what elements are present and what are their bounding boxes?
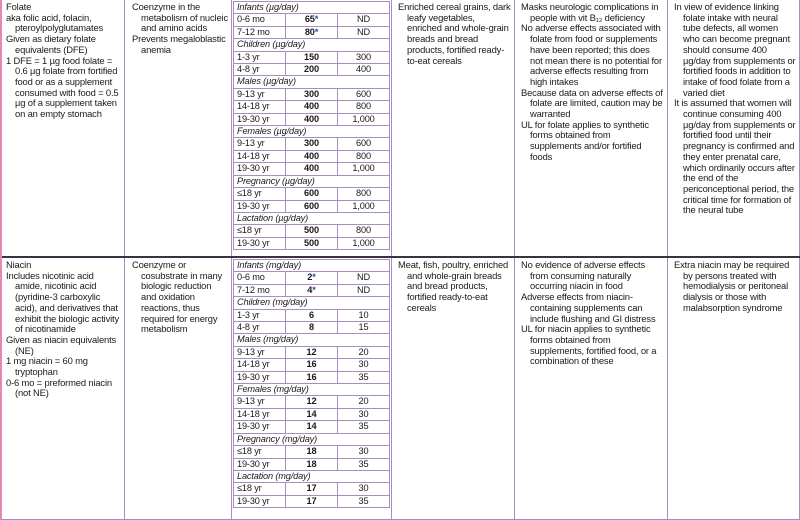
dri-age-cell: 7-12 mo (234, 26, 286, 38)
nutrient-name: Folate (6, 1, 32, 12)
dri-data-row (234, 359, 390, 371)
name_col-paragraph: 1 DFE = 1 µg food folate = 0.6 µg folate from fortified food or as a supplement consumed with food = 0.5 µg of a supplement taken on an empty stomach (6, 54, 119, 120)
dri-rda-cell: 14 (286, 408, 338, 420)
dri-ul-cell: 800 (338, 225, 390, 237)
dri-rda-cell: 12 (286, 396, 338, 408)
dri-age-cell: 9-13 yr (234, 138, 286, 150)
dri-data-row (234, 237, 390, 249)
dri-age-cell: 19-30 yr (234, 458, 286, 470)
dri-group-row (234, 297, 390, 309)
dri-ul-cell: 1,000 (338, 113, 390, 125)
dri-age-cell: ≤18 yr (234, 188, 286, 200)
dri-ul-cell: 1,000 (338, 237, 390, 249)
function_col-paragraph: Coenzyme in the metabolism of nucleic and amino acids (132, 1, 228, 34)
dri-rda-cell: 65* (286, 14, 338, 26)
dri-rda-cell: 6 (286, 309, 338, 321)
dri-group-row (234, 433, 390, 445)
dri-ul-cell: 800 (338, 101, 390, 113)
dri-ul-cell: ND (338, 272, 390, 284)
dri-rda-cell: 600 (286, 200, 338, 212)
name_col-paragraph: aka folic acid, folacin, pteroylpolyglutamates (6, 11, 104, 34)
dri-age-cell: 0-6 mo (234, 14, 286, 26)
function_col-paragraph: Coenzyme or cosubstrate in many biologic reduction and oxidation reactions, thus required for energy metabolism (132, 259, 223, 335)
ai-asterisk: * (312, 272, 316, 283)
dri-ul-cell: 15 (338, 322, 390, 334)
dri-data-row (234, 88, 390, 100)
ai-asterisk: * (314, 14, 319, 25)
dri-data-row (234, 396, 390, 408)
name_col-paragraph: Given as niacin equivalents (NE) (6, 333, 117, 356)
name-column (2, 0, 125, 256)
dri-data-row (234, 458, 390, 470)
ai-asterisk: * (312, 284, 316, 295)
dri-data-row (234, 26, 390, 38)
dri-rda-cell: 17 (286, 483, 338, 495)
dri-group-header: Infants (µg/day) (234, 2, 390, 14)
dri-ul-cell: ND (338, 284, 390, 296)
dri-ul-cell: 30 (338, 359, 390, 371)
dri-age-cell: 14-18 yr (234, 408, 286, 420)
function_col-paragraph: Prevents megaloblastic anemia (132, 33, 226, 55)
name_col-paragraph: Given as dietary folate equivalents (DFE) (6, 33, 96, 55)
dri-ul-cell: 1,000 (338, 163, 390, 175)
dri-data-row (234, 446, 390, 458)
dri-ul-cell: ND (338, 14, 390, 26)
dri-rda-cell: 18 (286, 458, 338, 470)
dri-rda-cell: 150 (286, 51, 338, 63)
dri-data-row (234, 138, 390, 150)
dri-group-header: Males (µg/day) (234, 76, 390, 88)
dri-rda-cell: 400 (286, 113, 338, 125)
dri-rda-cell: 16 (286, 359, 338, 371)
dri-group-header: Infants (mg/day) (234, 260, 390, 272)
dri-data-row (234, 150, 390, 162)
name_col-paragraph: Includes nicotinic acid amide, nicotinic acid (pyridine-3 carboxylic acid), and derivatives that exhibit the biologic activity of nicotinamide (6, 269, 120, 335)
dri-data-row (234, 272, 390, 284)
dri-group-header: Children (mg/day) (234, 297, 390, 309)
adverse-effects-column (515, 258, 668, 519)
dri-group-header: Pregnancy (µg/day) (234, 175, 390, 187)
dri-group-row (234, 260, 390, 272)
adverse_col-paragraph: No evidence of adverse effects from consuming naturally occurring niacin in food (521, 259, 646, 292)
dri-rda-cell: 400 (286, 150, 338, 162)
dri-group-row (234, 212, 390, 224)
dri-age-cell: 14-18 yr (234, 150, 286, 162)
adverse-effects-column (515, 0, 668, 256)
dri-group-row (234, 76, 390, 88)
special_col-paragraph: It is assumed that women will continue consuming 400 µg/day from supplements or fortified food until their pregnancy is confirmed and they enter prenatal care, which ordinarily occurs after the end of the periconceptional period, the critical time for formation of the neural tube (674, 97, 796, 216)
dri-age-cell: 19-30 yr (234, 237, 286, 249)
dri-group-row (234, 126, 390, 138)
dri-ul-cell: 30 (338, 483, 390, 495)
dri-ul-cell: 800 (338, 188, 390, 200)
nutrient-name: Niacin (6, 259, 32, 270)
dri-column (232, 258, 392, 519)
dri-data-row (234, 322, 390, 334)
dri-age-cell: 19-30 yr (234, 495, 286, 507)
food-sources-column (392, 258, 515, 519)
dri-rda-cell: 14 (286, 421, 338, 433)
dri-age-cell: ≤18 yr (234, 446, 286, 458)
sources_col-paragraph: Meat, fish, poultry, enriched and whole-grain breads and bread products, fortified ready-to-eat cereals (398, 259, 509, 313)
dri-group-header: Males (mg/day) (234, 334, 390, 346)
dri-group-header: Lactation (µg/day) (234, 212, 390, 224)
special_col-paragraph: Extra niacin may be required by persons treated with hemodialysis or peritoneal dialysis or those with malabsorption syndrome (674, 259, 790, 313)
dri-rda-cell: 300 (286, 88, 338, 100)
dri-ul-cell: 10 (338, 309, 390, 321)
dri-data-row (234, 483, 390, 495)
dri-group-row (234, 470, 390, 482)
dri-age-cell: 9-13 yr (234, 396, 286, 408)
dri-ul-cell: 400 (338, 64, 390, 76)
special_col-paragraph: In view of evidence linking folate intake with neural tube defects, all women who can become pregnant should consume 400 µg/day from supplements or fortified foods in addition to intake of food folate from a varied diet (674, 1, 796, 98)
dri-group-row (234, 384, 390, 396)
nutrient-row-niacin (2, 256, 800, 519)
dri-rda-cell: 80* (286, 26, 338, 38)
dri-age-cell: 9-13 yr (234, 88, 286, 100)
ai-asterisk: * (314, 26, 319, 37)
dri-rda-cell: 200 (286, 64, 338, 76)
dri-data-row (234, 408, 390, 420)
name-column (2, 258, 125, 519)
dri-ul-cell: 35 (338, 421, 390, 433)
dri-age-cell: 19-30 yr (234, 200, 286, 212)
food-sources-column (392, 0, 515, 256)
dri-group-row (234, 334, 390, 346)
dri-data-row (234, 495, 390, 507)
dri-age-cell: 4-8 yr (234, 322, 286, 334)
name_col-paragraph: 1 mg niacin = 60 mg tryptophan (6, 355, 88, 378)
dri-data-row (234, 163, 390, 175)
dri-group-row (234, 39, 390, 51)
dri-data-row (234, 113, 390, 125)
dri-rda-cell: 12 (286, 346, 338, 358)
special-considerations-column (668, 258, 800, 519)
dri-group-row (234, 2, 390, 14)
special-considerations-column (668, 0, 800, 256)
dri-data-row (234, 64, 390, 76)
dri-age-cell: 19-30 yr (234, 421, 286, 433)
dri-group-header: Lactation (mg/day) (234, 470, 390, 482)
adverse_col-paragraph: Masks neurologic complications in people with vit B₁₂ deficiency (521, 1, 659, 23)
adverse_col-paragraph: Because data on adverse effects of folate are limited, caution may be warranted (521, 86, 663, 120)
dri-rda-cell: 18 (286, 446, 338, 458)
adverse_col-paragraph: UL for folate applies to synthetic forms obtained from supplements and/or fortified foods (521, 118, 649, 162)
dri-ul-cell: 1,000 (338, 200, 390, 212)
dri-age-cell: ≤18 yr (234, 483, 286, 495)
dri-data-row (234, 101, 390, 113)
dri-ul-cell: 600 (338, 138, 390, 150)
dri-table (233, 259, 390, 508)
dri-column (232, 0, 392, 256)
nutrient-row-folate (2, 0, 800, 256)
dri-rda-cell: 500 (286, 237, 338, 249)
dri-age-cell: 19-30 yr (234, 113, 286, 125)
dri-data-row (234, 200, 390, 212)
dri-rda-cell: 600 (286, 188, 338, 200)
dri-ul-cell: 30 (338, 446, 390, 458)
dri-ul-cell: ND (338, 26, 390, 38)
dri-rda-cell: 500 (286, 225, 338, 237)
dri-age-cell: 4-8 yr (234, 64, 286, 76)
dri-age-cell: 0-6 mo (234, 272, 286, 284)
dri-ul-cell: 30 (338, 408, 390, 420)
dri-ul-cell: 800 (338, 150, 390, 162)
dri-ul-cell: 600 (338, 88, 390, 100)
dri-age-cell: ≤18 yr (234, 225, 286, 237)
adverse_col-paragraph: Adverse effects from niacin-containing supplements can include flushing and GI distress (521, 291, 656, 324)
dri-group-header: Pregnancy (mg/day) (234, 433, 390, 445)
dri-ul-cell: 35 (338, 458, 390, 470)
dri-ul-cell: 35 (338, 371, 390, 383)
dri-rda-cell: 17 (286, 495, 338, 507)
dri-rda-cell: 4* (286, 284, 338, 296)
dri-data-row (234, 51, 390, 63)
dri-rda-cell: 2* (286, 272, 338, 284)
dri-group-header: Females (µg/day) (234, 126, 390, 138)
dri-data-row (234, 346, 390, 358)
dri-ul-cell: 35 (338, 495, 390, 507)
dri-group-header: Children (µg/day) (234, 39, 390, 51)
name_col-paragraph: 0-6 mo = preformed niacin (not NE) (6, 376, 112, 399)
dri-ul-cell: 20 (338, 396, 390, 408)
dri-age-cell: 14-18 yr (234, 101, 286, 113)
dri-rda-cell: 400 (286, 163, 338, 175)
dri-age-cell: 19-30 yr (234, 163, 286, 175)
dri-rda-cell: 400 (286, 101, 338, 113)
dri-age-cell: 1-3 yr (234, 309, 286, 321)
dri-data-row (234, 225, 390, 237)
dri-age-cell: 7-12 mo (234, 284, 286, 296)
dri-table (233, 1, 390, 250)
dri-data-row (234, 309, 390, 321)
dri-ul-cell: 20 (338, 346, 390, 358)
dri-rda-cell: 8 (286, 322, 338, 334)
dri-rda-cell: 300 (286, 138, 338, 150)
dri-group-header: Females (mg/day) (234, 384, 390, 396)
dri-ul-cell: 300 (338, 51, 390, 63)
adverse_col-paragraph: UL for niacin applies to synthetic forms obtained from supplements, fortified food, or a combination of these (521, 323, 657, 367)
dri-data-row (234, 284, 390, 296)
dri-age-cell: 9-13 yr (234, 346, 286, 358)
function-column (125, 0, 232, 256)
dri-age-cell: 1-3 yr (234, 51, 286, 63)
dri-data-row (234, 371, 390, 383)
dri-data-row (234, 421, 390, 433)
dri-rda-cell: 16 (286, 371, 338, 383)
dri-data-row (234, 14, 390, 26)
sources_col-paragraph: Enriched cereal grains, dark leafy vegetables, enriched and whole-grain breads and bread products, fortified ready-to-eat cereals (398, 1, 511, 66)
dri-data-row (234, 188, 390, 200)
dri-group-row (234, 175, 390, 187)
dri-age-cell: 19-30 yr (234, 371, 286, 383)
function-column (125, 258, 232, 519)
adverse_col-paragraph: No adverse effects associated with folate from food or supplements have been reported; this does not mean there is no potential for adverse effects resulting from high intakes (521, 22, 662, 87)
dri-age-cell: 14-18 yr (234, 359, 286, 371)
